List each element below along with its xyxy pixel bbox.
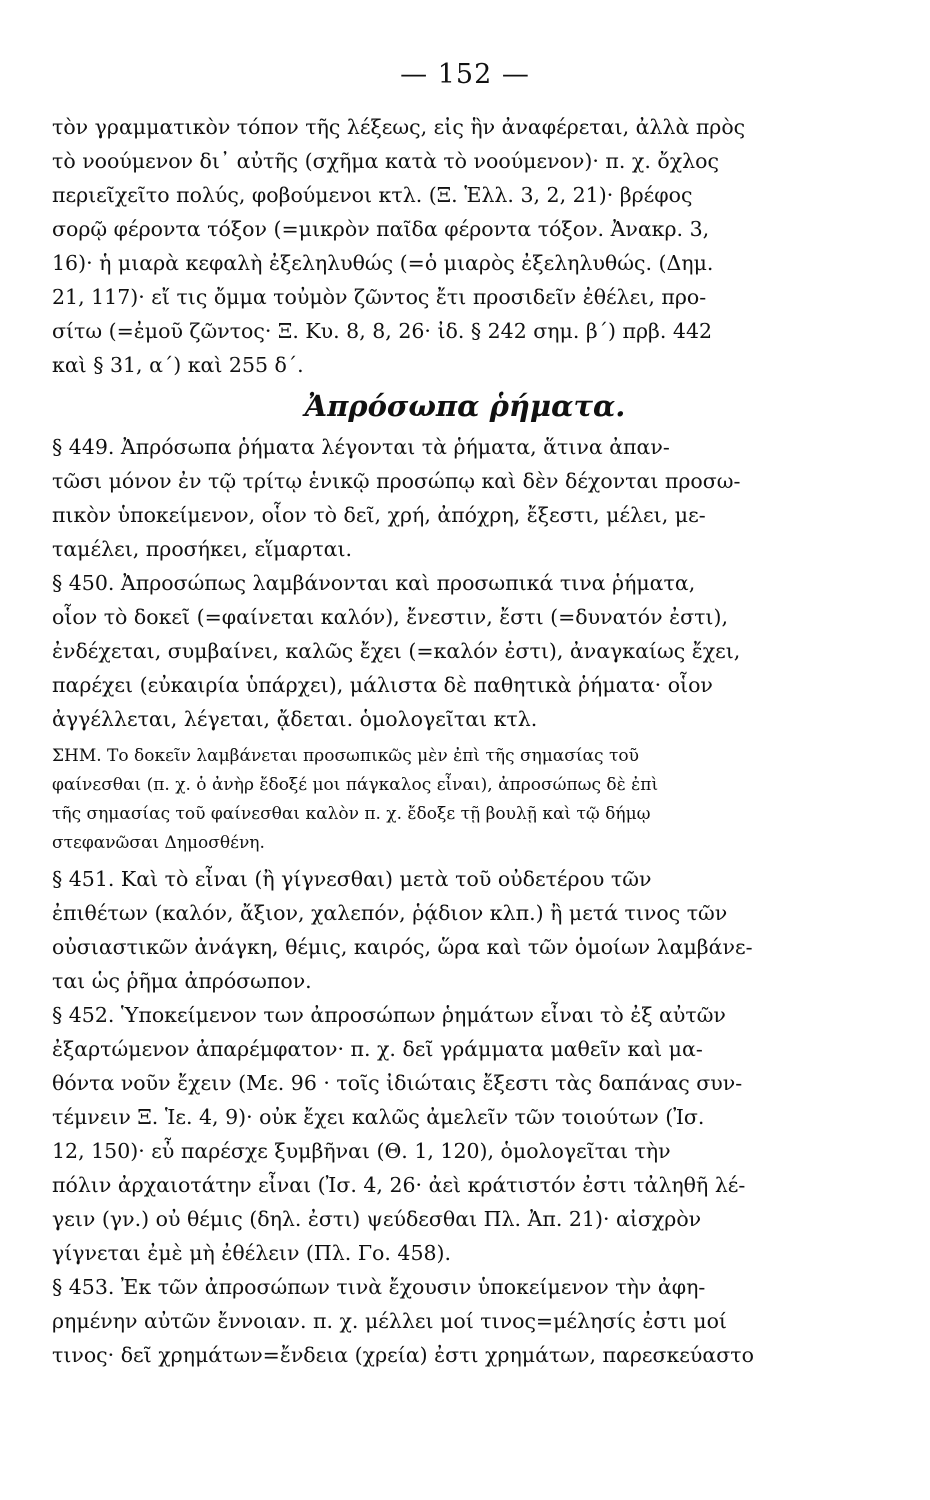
text-line: τῶσι μόνον ἐν τῷ τρίτῳ ἑνικῷ προσώπῳ καὶ δὲν δέχονται προσω- (52, 469, 741, 493)
text-line: ἐνδέχεται, συμβαίνει, καλῶς ἔχει (=καλόν ἐστι), ἀναγκαίως ἔχει, (52, 639, 741, 663)
text-line: περιεῖχεῖτο πολύς, φοβούμενοι κτλ. (Ξ. Ἑλλ. 3, 2, 21)· βρέφος (52, 183, 693, 207)
text-line: § 451. Καὶ τὸ εἶναι (ἢ γίγνεσθαι) μετὰ τοῦ οὐδετέρου τῶν (52, 867, 652, 891)
paragraph-450 (52, 566, 878, 736)
text-line: τέμνειν Ξ. Ἱε. 4, 9)· οὐκ ἔχει καλῶς ἀμελεῖν τῶν τοιούτων (Ἰσ. (52, 1105, 705, 1129)
paragraph-453 (52, 1270, 878, 1372)
intro-paragraph (52, 110, 878, 382)
text-line: 12, 150)· εὖ παρέσχε ξυμβῆναι (Θ. 1, 120), ὁμολογεῖται τὴν (52, 1139, 671, 1163)
text-line: τῆς σημασίας τοῦ φαίνεσθαι καλὸν π. χ. ἔδοξε τῇ βουλῇ καὶ τῷ δήμῳ (52, 804, 651, 824)
paragraph-452 (52, 998, 878, 1270)
text-line: γίγνεται ἐμὲ μὴ ἐθέλειν (Πλ. Γο. 458). (52, 1241, 452, 1265)
text-line: φαίνεσθαι (π. χ. ὁ ἀνὴρ ἔδοξέ μοι πάγκαλος εἶναι), ἀπροσώπως δὲ ἐπὶ (52, 775, 659, 795)
text-line: ἐξαρτώμενον ἀπαρέμφατον· π. χ. δεῖ γράμματα μαθεῖν καὶ μα- (52, 1037, 703, 1061)
paragraph-449 (52, 430, 878, 566)
text-line: θόντα νοῦν ἔχειν (Με. 96 · τοῖς ἰδιώταις ἔξεστι τὰς δαπάνας συν- (52, 1071, 743, 1095)
text-line: οὐσιαστικῶν ἀνάγκη, θέμις, καιρός, ὥρα καὶ τῶν ὁμοίων λαμβάνε- (52, 935, 753, 959)
text-line: § 450. Ἀπροσώπως λαμβάνονται καὶ προσωπικά τινα ῥήματα, (52, 571, 696, 595)
text-line: σορῷ φέροντα τόξον (=μικρὸν παῖδα φέροντα τόξον. Ἀνακρ. 3, (52, 217, 710, 241)
text-line: πικὸν ὑποκείμενον, οἷον τὸ δεῖ, χρή, ἀπόχρη, ἔξεστι, μέλει, με- (52, 503, 706, 527)
text-line: καὶ § 31, α΄) καὶ 255 δ΄. (52, 353, 304, 377)
text-line: στεφανῶσαι Δημοσθένη. (52, 833, 265, 853)
text-line: ται ὡς ῥῆμα ἀπρόσωπον. (52, 969, 312, 993)
section-heading: Ἀπρόσωπα ῥήματα. (304, 389, 626, 423)
page-body (52, 110, 878, 1372)
text-line: ἐπιθέτων (καλόν, ἄξιον, χαλεπόν, ῥᾴδιον κλπ.) ἢ μετά τινος τῶν (52, 901, 728, 925)
text-line: ρημένην αὐτῶν ἔννοιαν. π. χ. μέλλει μοί τινος=μέλησίς ἐστι μοί (52, 1309, 727, 1333)
text-line: ἀγγέλλεται, λέγεται, ᾄδεται. ὁμολογεῖται κτλ. (52, 707, 538, 731)
text-line: οἷον τὸ δοκεῖ (=φαίνεται καλόν), ἔνεστιν, ἔστι (=δυνατόν ἐστι), (52, 605, 728, 629)
text-line: πόλιν ἀρχαιοτάτην εἶναι (Ἰσ. 4, 26· ἀεὶ κράτιστόν ἐστι τἀληθῆ λέ- (52, 1173, 746, 1197)
text-line: ΣΗΜ. Το δοκεῖν λαμβάνεται προσωπικῶς μὲν ἐπὶ τῆς σημασίας τοῦ (52, 746, 639, 766)
page-number: — 152 — (400, 59, 530, 90)
text-line: 21, 117)· εἴ τις ὄμμα τοὐμὸν ζῶντος ἔτι προσιδεῖν ἐθέλει, προ- (52, 285, 707, 309)
paragraph-451 (52, 862, 878, 998)
text-line: 16)· ἡ μιαρὰ κεφαλὴ ἐξεληλυθώς (=ὁ μιαρὸς ἐξεληλυθώς. (Δημ. (52, 251, 714, 275)
text-line: γειν (γν.) οὐ θέμις (δηλ. ἐστι) ψεύδεσθαι Πλ. Ἀπ. 21)· αἰσχρὸν (52, 1207, 702, 1231)
text-line: παρέχει (εὐκαιρία ὑπάρχει), μάλιστα δὲ παθητικὰ ῥήματα· οἷον (52, 673, 713, 697)
text-line: τινος· δεῖ χρημάτων=ἔνδεια (χρεία) ἐστι χρημάτων, παρεσκεύαστο (52, 1343, 754, 1367)
text-line: § 452. Ὑποκείμενον των ἀπροσώπων ῥημάτων εἶναι τὸ ἐξ αὐτῶν (52, 1003, 726, 1027)
text-line: τὸ νοούμενον δι᾽ αὐτῆς (σχῆμα κατὰ τὸ νοούμενον)· π. χ. ὄχλος (52, 149, 719, 173)
text-line: § 453. Ἐκ τῶν ἀπροσώπων τινὰ ἔχουσιν ὑποκείμενον τὴν ἀφη- (52, 1275, 706, 1299)
text-line: σίτω (=ἐμοῦ ζῶντος· Ξ. Κυ. 8, 8, 26· ἰδ. § 242 σημ. β΄) πρβ. 442 (52, 319, 713, 343)
text-line: § 449. Ἀπρόσωπα ῥήματα λέγονται τὰ ῥήματα, ἅτινα ἀπαν- (52, 435, 670, 459)
text-line: ταμέλει, προσήκει, εἵμαρται. (52, 537, 353, 561)
note-paragraph (52, 742, 878, 858)
text-line: τὸν γραμματικὸν τόπον τῆς λέξεως, εἰς ἣν ἀναφέρεται, ἀλλὰ πρὸς (52, 115, 746, 139)
